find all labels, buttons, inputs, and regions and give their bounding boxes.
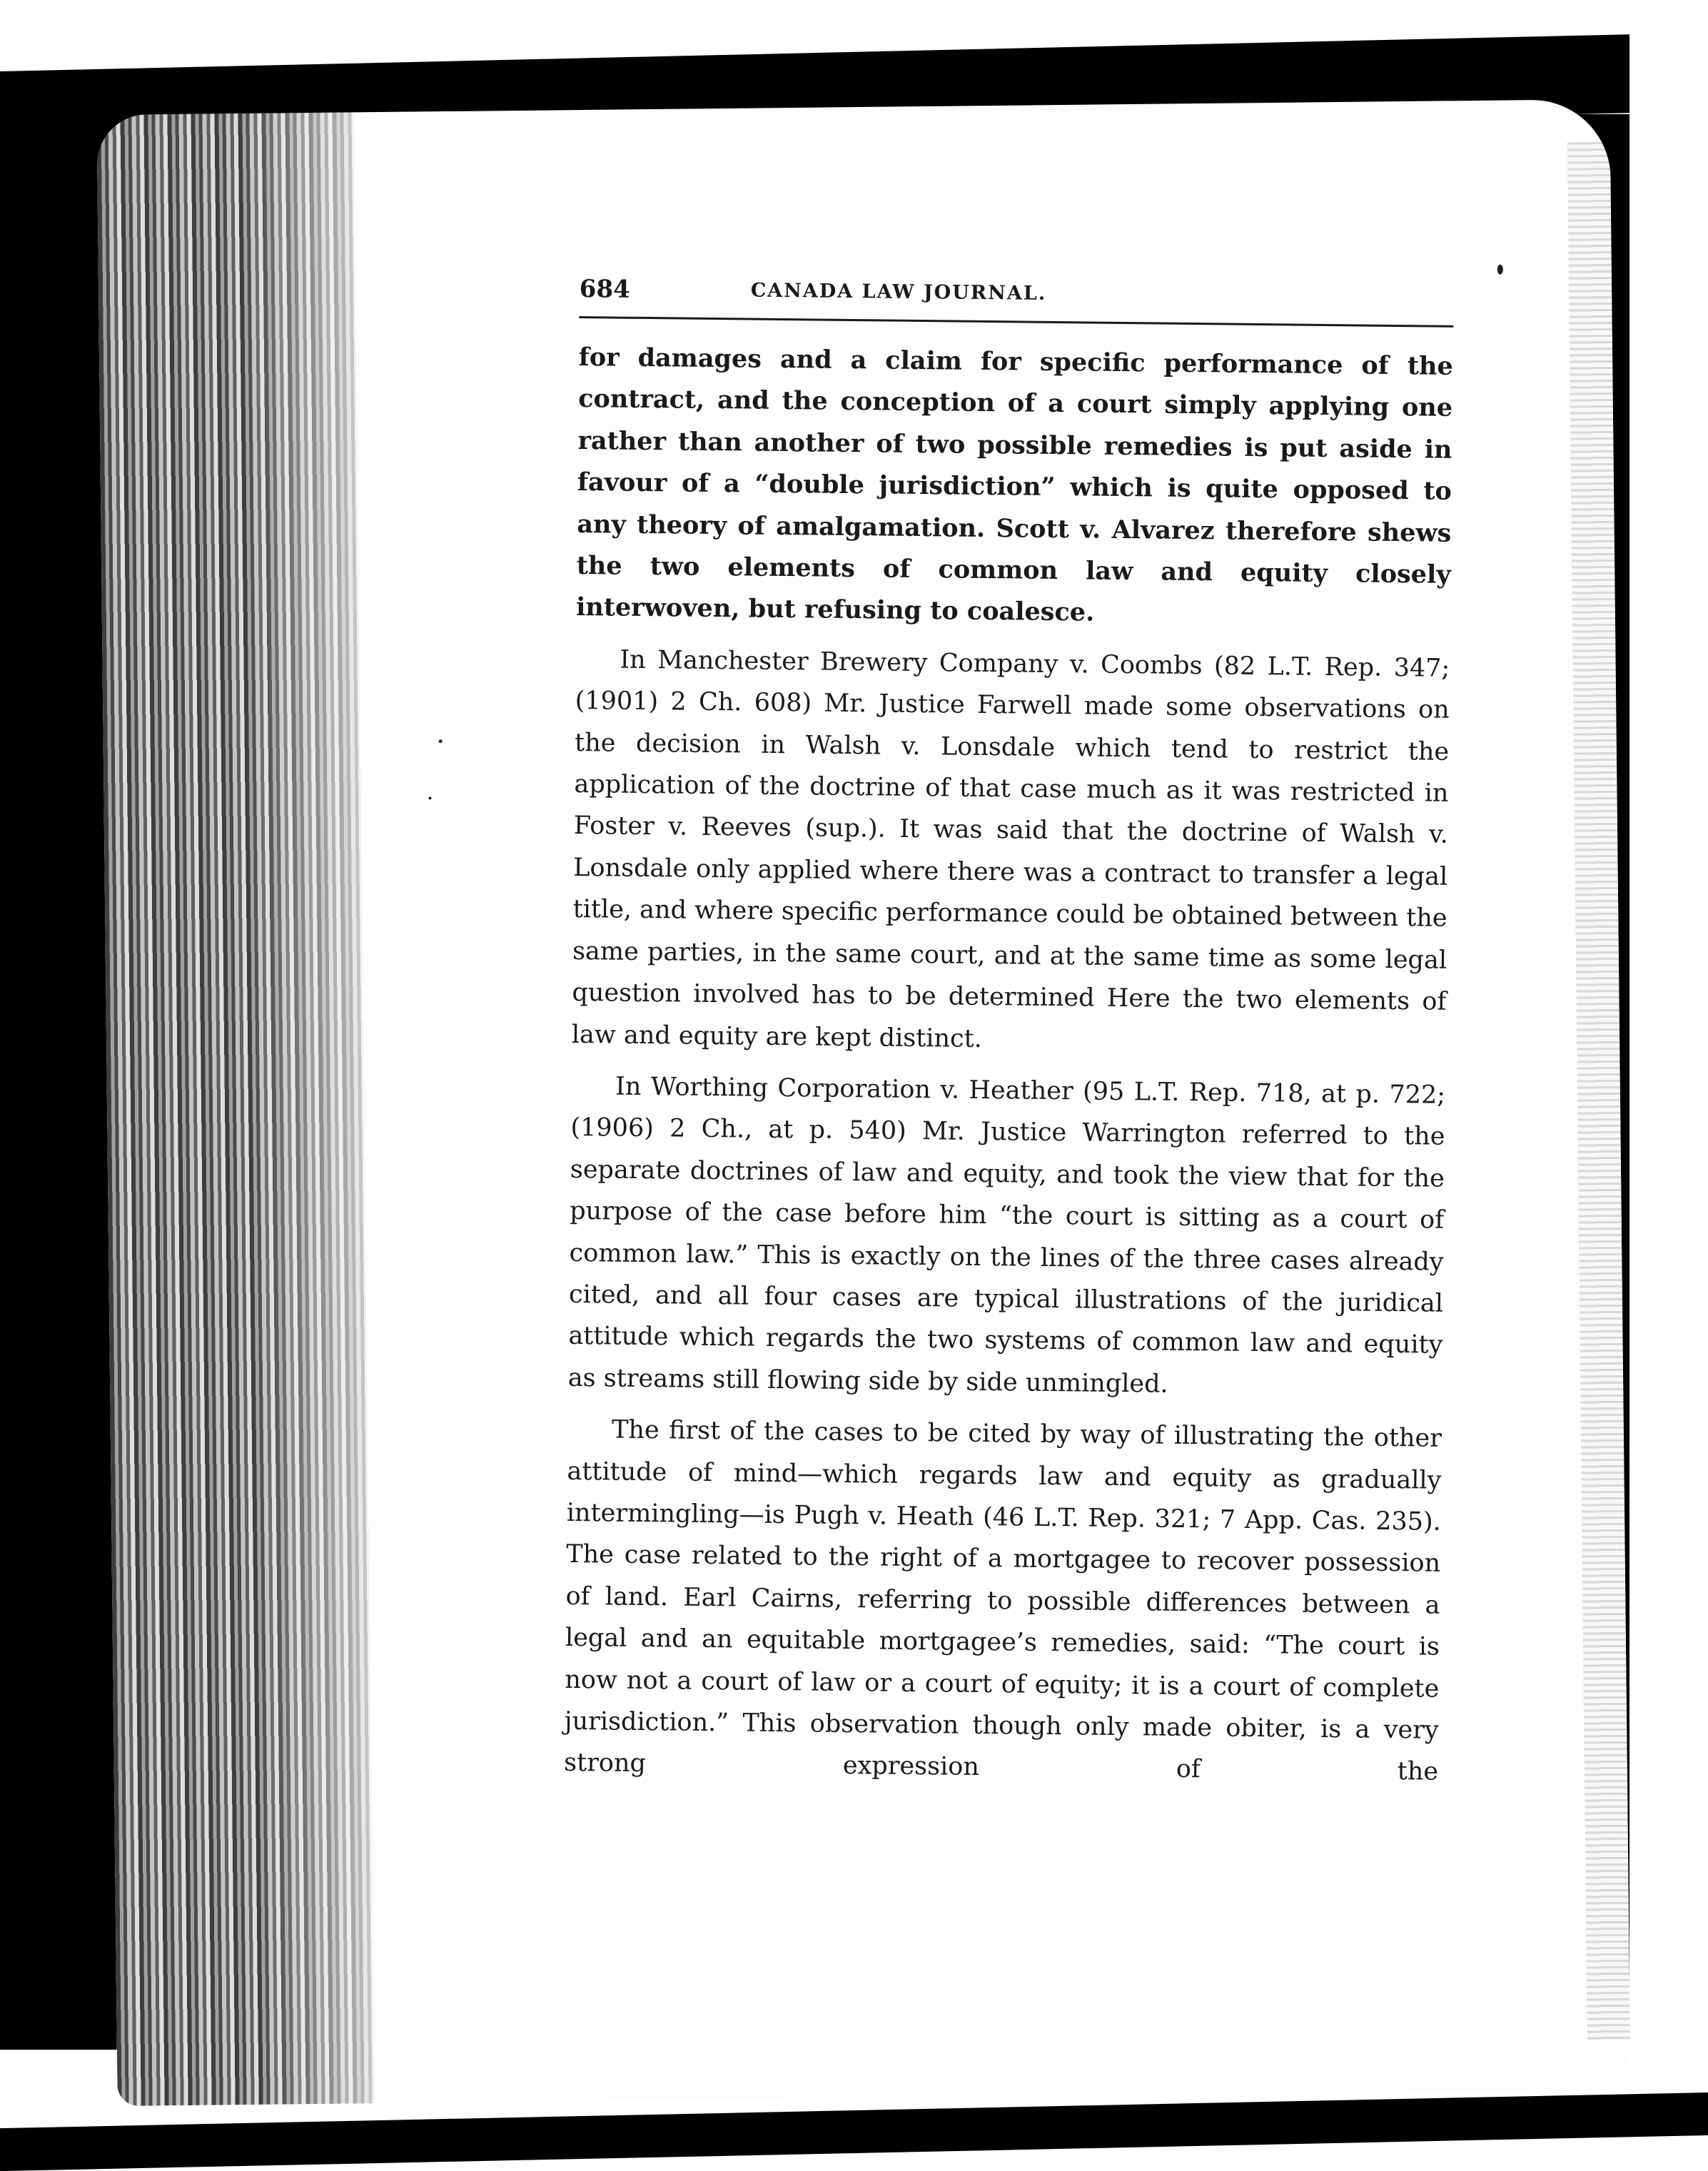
paragraph: for damages and a claim for specific performance of the contract, and the conception of a court simply applying one rather than another of two possible remedies is put aside in favour of a “double jurisdiction” which is quite opposed to any theory of amalgamation. Scott v. Alvarez therefore shews the two elements of common law and equity closely interwoven, but refusing to coalesce. <box>575 342 1453 628</box>
paragraph: The first of the cases to be cited by way of illustrating the other attitude of mind—which regards law and equity as gradually intermingling—is Pugh v. Heath (46 L.T. Rep. 321; 7 App. Cas. 235). The case related to the right of a mortgagee to recover possession of land. Earl Cairns, referring to possible differences between a legal and an equitable mortgagee’s remedies, said: “The court is now not a court of law or a court of equity; it is a court of complete jurisdiction.” This observation though only made obiter, is a very strong expression of the <box>563 1415 1442 1787</box>
paragraph: In Worthing Corporation v. Heather (95 L.T. Rep. 718, at p. 722; (1906) 2 Ch., at p. 540) Mr. Justice Warrington referred to the separate doctrines of law and equity, and took the view that for the purpose of the case before him “the court is sitting as a court of common law.” This is exactly on the lines of the three cases already cited, and all four cases are typical illustrations of the juridical attitude which regards the two systems of common law and equity as streams still flowing side by side unmingled. <box>567 1072 1446 1399</box>
paragraph: In Manchester Brewery Company v. Coombs (82 L.T. Rep. 347; (1901) 2 Ch. 608) Mr. Justice Farwell made some observations on the decision in Walsh v. Lonsdale which tend to restrict the application of the doctrine of that case much as it was restricted in Foster v. Reeves (sup.). It was said that the doctrine of Walsh v. Lonsdale only applied where there was a contract to transfer a legal title, and where specific performance could be obtained between the same parties, in the same court, and at the same time as some legal question involved has to be determined Here the two elements of law and equity are kept distinct. <box>571 645 1450 1053</box>
scan-right-margin <box>1629 0 1708 2135</box>
page-text <box>564 275 1454 1793</box>
page-number: 684 <box>579 275 630 304</box>
ink-speck <box>428 796 431 799</box>
running-head: CANADA LAW JOURNAL. <box>750 279 1047 305</box>
ink-speck <box>1497 265 1503 275</box>
ink-speck <box>439 739 443 743</box>
gutter-fade <box>239 111 445 2105</box>
